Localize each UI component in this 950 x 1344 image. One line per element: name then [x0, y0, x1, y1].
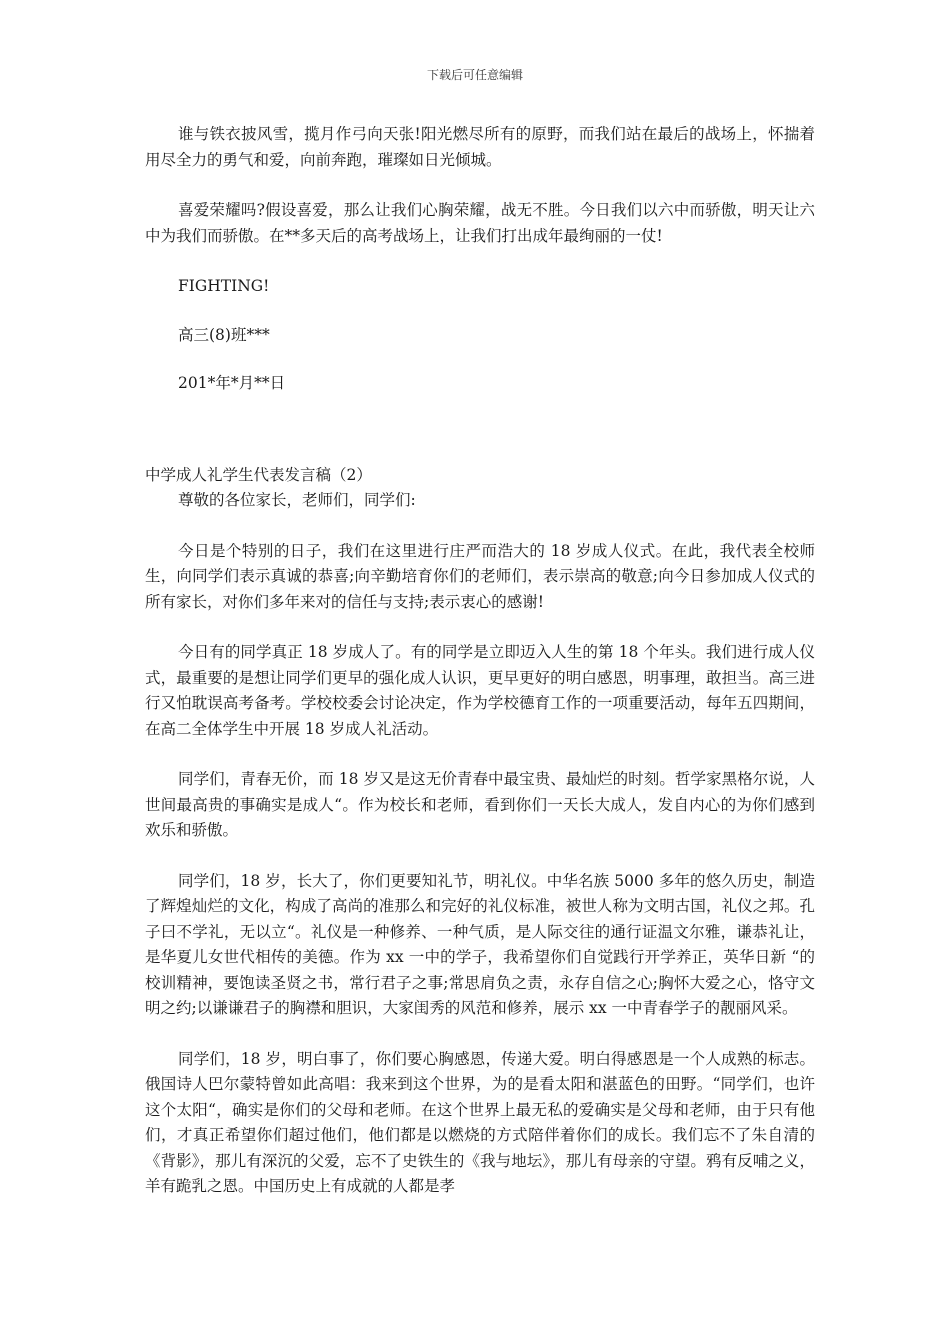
- paragraph: 今日有的同学真正 18 岁成人了。有的同学是立即迈入人生的第 18 个年头。我们进行成人仪式，最重要的是想让同学们更早的强化成人认识，更早更好的明白感恩，明事理，敢担当。高三进行又怕耽误高考备考。学校校委会讨论决定，作为学校德育工作的一项重要活动，每年五四期间，在高二全体学生中开展 18 岁成人礼活动。: [145, 643, 815, 738]
- page-header: 下载后可任意编辑: [426, 68, 523, 82]
- paragraph: 同学们，18 岁，长大了，你们更要知礼节，明礼仪。中华名族 5000 多年的悠久历史，制造了辉煌灿烂的文化，构成了高尚的准那么和完好的礼仪标准，被世人称为文明古国，礼仪之邦。孔子曰不学礼，无以立“。礼仪是一种修养、一种气质，是人际交往的通行证温文尔雅，谦恭礼让，是华夏儿女世代相传的美德。作为 xx 一中的学子，我希望你们自觉践行开学养正，英华日新 “的校训精神，要饱读圣贤之书，常行君子之事;常思肩负之责，永存自信之心;胸怀大爱之心，恪守文明之约;以谦谦君子的胸襟和胆识，大家闺秀的风范和修养，展示 xx 一中青春学子的靓丽风采。: [145, 871, 815, 1017]
- greeting: 尊敬的各位家长，老师们，同学们:: [178, 491, 416, 509]
- fighting-line: FIGHTING!: [178, 277, 270, 295]
- paragraph: 谁与铁衣披风雪，揽月作弓向天张!阳光燃尽所有的原野，而我们站在最后的战场上，怀揣着用尽全力的勇气和爱，向前奔跑，璀璨如日光倾城。: [145, 125, 815, 169]
- document-body: [145, 122, 815, 1225]
- paragraph: 喜爱荣耀吗?假设喜爱，那么让我们心胸荣耀，战无不胜。今日我们以六中而骄傲，明天让六中为我们而骄傲。在**多天后的高考战场上，让我们打出成年最绚丽的一仗!: [145, 201, 815, 245]
- signature-date: 201*年*月**日: [178, 374, 286, 392]
- section-title: 中学成人礼学生代表发言稿（2）: [145, 465, 372, 484]
- paragraph: 同学们，18 岁，明白事了，你们要心胸感恩，传递大爱。明白得感恩是一个人成熟的标志。俄国诗人巴尔蒙特曾如此高唱：我来到这个世界，为的是看太阳和湛蓝色的田野。“同学们，也许这个太阳“，确实是你们的父母和老师。在这个世界上最无私的爱确实是父母和老师，由于只有他们，才真正希望你们超过他们，他们都是以燃烧的方式陪伴着你们的成长。我们忘不了朱自清的《背影》，那儿有深沉的父爱，忘不了史铁生的《我与地坛》，那儿有母亲的守望。鸦有反哺之义，羊有跪乳之恩。中国历史上有成就的人都是孝: [145, 1049, 815, 1195]
- paragraph: 今日是个特别的日子，我们在这里进行庄严而浩大的 18 岁成人仪式。在此，我代表全校师生，向同学们表示真诚的恭喜;向辛勤培育你们的老师们，表示崇高的敬意;向今日参加成人仪式的所有家长，对你们多年来对的信任与支持;表示衷心的感谢!: [145, 541, 815, 611]
- paragraph: 同学们，青春无价，而 18 岁又是这无价青春中最宝贵、最灿烂的时刻。哲学家黑格尔说，人世间最高贵的事确实是成人“。作为校长和老师，看到你们一天长大成人，发自内心的为你们感到欢乐和骄傲。: [145, 770, 815, 839]
- signature-class: 高三(8)班***: [178, 325, 270, 344]
